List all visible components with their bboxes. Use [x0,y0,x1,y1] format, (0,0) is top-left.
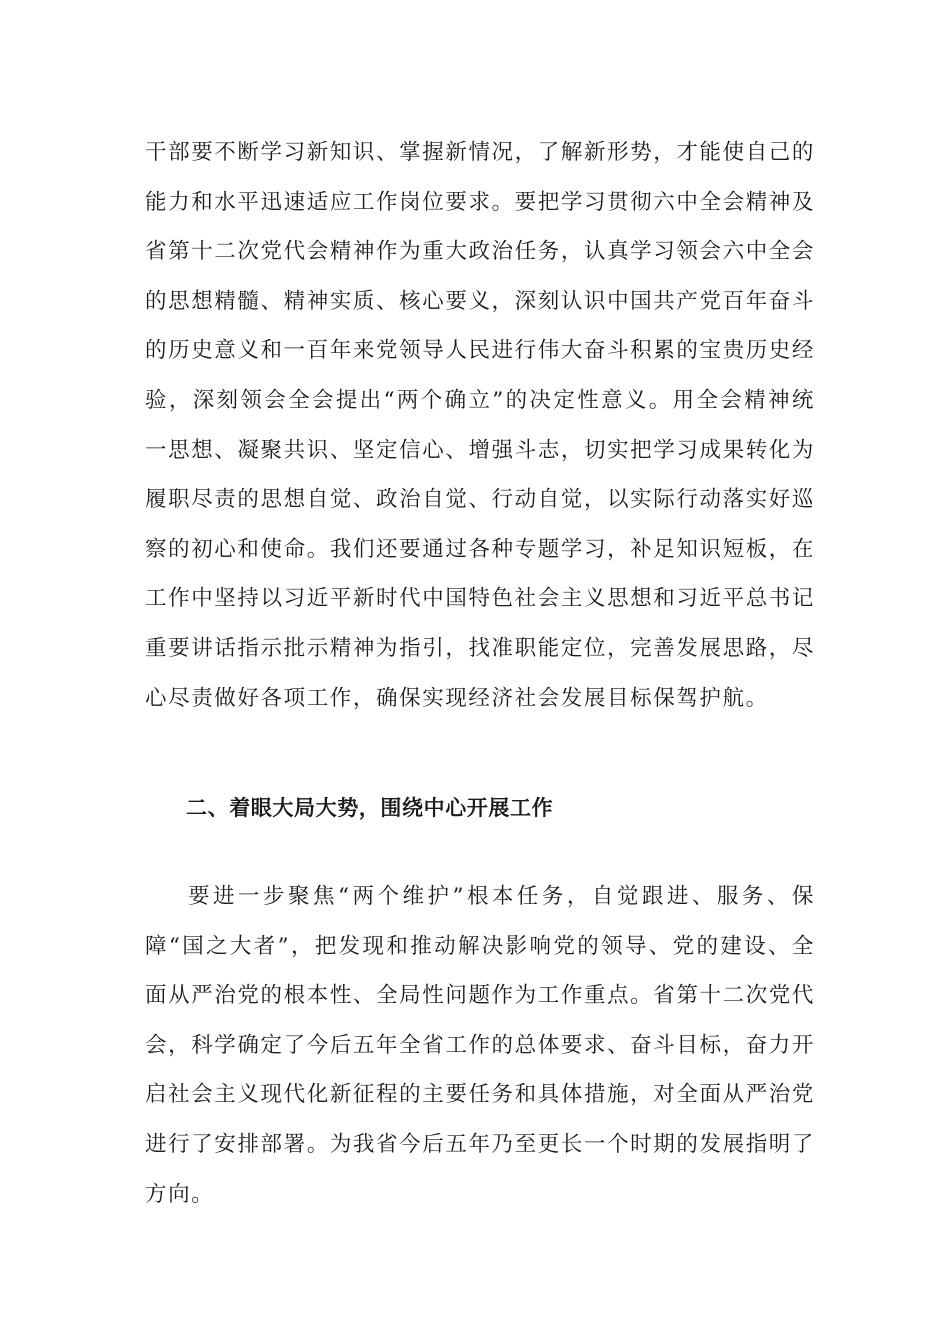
section-heading-2: 二、着眼大局大势，围绕中心开展工作 [186,796,554,820]
body-paragraph-2: 要进一步聚焦“两个维护”根本任务，自觉跟进、服务、保障“国之大者”，把发现和推动解决影响党的领导、党的建设、全面从严治党的根本性、全局性问题作为工作重点。省第十二次党代会，科学确定了今后五年全省工作的总体要求、奋斗目标，奋力开启社会主义现代化新征程的主要任务和具体措施，对全面从严治党进行了安排部署。为我省今后五年乃至更长一个时期的发展指明了方向。 [145,884,815,1207]
body-paragraph-1: 干部要不断学习新知识、掌握新情况，了解新形势，才能使自己的能力和水平迅速适应工作岗位要求。要把学习贯彻六中全会精神及省第十二次党代会精神作为重大政治任务，认真学习领会六中全会的思想精髓、精神实质、核心要义，深刻认识中国共产党百年奋斗的历史意义和一百年来党领导人民进行伟大奋斗积累的宝贵历史经验，深刻领会全会提出“两个确立”的决定性意义。用全会精神统一思想、凝聚共识、坚定信心、增强斗志，切实把学习成果转化为履职尽责的思想自觉、政治自觉、行动自觉，以实际行动落实好巡察的初心和使命。我们还要通过各种专题学习，补足知识短板，在工作中坚持以习近平新时代中国特色社会主义思想和习近平总书记重要讲话指示批示精神为指引，找准职能定位，完善发展思路，尽心尽责做好各项工作，确保实现经济社会发展目标保驾护航。 [145,140,815,711]
